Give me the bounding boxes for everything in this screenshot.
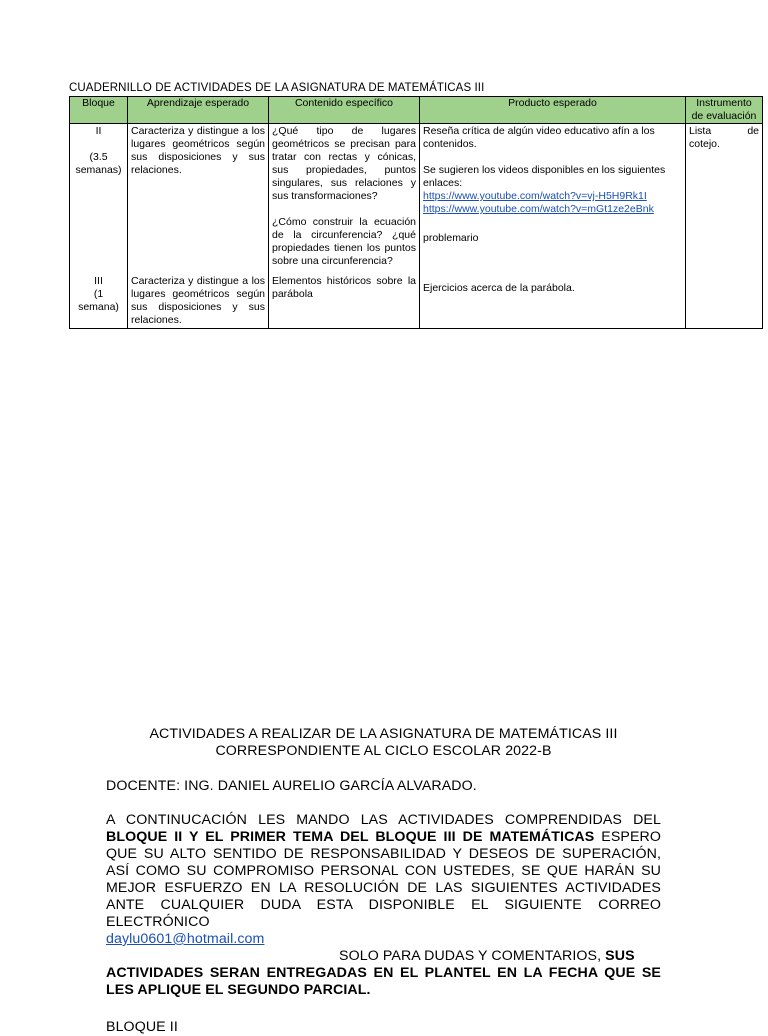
cell-aprendizaje: Caracteriza y distingue a los lugares geométricos según sus disposiciones y sus relaciones. [128,268,269,329]
table-row [70,268,763,329]
para-end-bold: ACTIVIDADES SERAN ENTREGADAS EN EL PLANTEL EN LA FECHA QUE SE LES APLIQUE EL SEGUNDO PARCIAL. [106,965,661,998]
cell-aprendizaje: Caracteriza y distingue a los lugares geométricos según sus disposiciones y sus relaciones. [128,124,269,269]
bloque-duration: (1 semana) [78,288,119,313]
header-instrumento: Instrumento de evaluación [686,97,763,124]
producto-sugerencia: Se sugieren los videos disponibles en los siguientes enlaces: [423,164,666,189]
header-aprendizaje: Aprendizaje esperado [128,97,269,124]
para-middle: ESPERO QUE SU ALTO SENTIDO DE RESPONSABILIDAD Y DESEOS DE SUPERACIÓN, ASÍ COMO SU COMPROMISO PERSONAL CON USTEDES, SE QUE HARÁN SU MEJOR ESFUERZO EN LA RESOLUCIÓN DE LAS SIGUIENTES ACTIVIDADES ANTE CUALQUIER DUDA ESTA DISPONIBLE EL SIGUIENTE CORREO ELECTRÓNICO [106,829,661,930]
bloque-number: II [95,125,102,137]
para-bold-blocks: BLOQUE II Y EL PRIMER TEMA DEL BLOQUE III DE MATEMÁTICAS [106,829,595,845]
cell-instrumento [686,268,763,329]
cell-contenido [269,124,420,269]
producto-resena: Reseña crítica de algún video educativo afín a los contenidos. [423,125,655,150]
cell-bloque [70,124,128,269]
table-caption: CUADERNILLO DE ACTIVIDADES DE LA ASIGNATURA DE MATEMÁTICAS III [69,82,485,94]
contenido-question-2: ¿Cómo construir la ecuación de la circunferencia? ¿qué propiedades tienen los puntos sobre una circunferencia? [272,216,416,267]
cell-contenido: Elementos históricos sobre la parábola [269,268,420,329]
cell-bloque [70,268,128,329]
next-section-title: BLOQUE II [106,1019,178,1035]
heading-line-2: CORRESPONDIENTE AL CICLO ESCOLAR 2022-B [215,743,552,759]
contenido-question-1: ¿Qué tipo de lugares geométricos se precisan para tratar con rectas y cónicas, sus propiedades, puntos singulares, sus relaciones y sus transformaciones? [272,125,416,202]
cell-producto: Ejercicios acerca de la parábola. [420,268,686,329]
cell-producto [420,124,686,269]
heading-line-1: ACTIVIDADES A REALIZAR DE LA ASIGNATURA DE MATEMÁTICAS III [149,726,618,742]
producto-problemario: problemario [423,232,479,244]
header-contenido: Contenido específico [269,97,420,124]
teacher-name: DOCENTE: ING. DANIEL AURELIO GARCÍA ALVARADO. [106,778,477,794]
para-end-bold-lead: SUS [605,948,635,964]
video-link-2[interactable]: https://www.youtube.com/watch?v=mGt1ze2eBnk [423,203,654,215]
para-start: A CONTINUCACIÓN LES MANDO LAS ACTIVIDADES COMPRENDIDAS DEL [106,812,661,828]
bloque-number: III [94,275,103,287]
para-end: SOLO PARA DUDAS Y COMENTARIOS, [339,948,606,964]
email-link[interactable]: daylu0601@hotmail.com [106,931,265,947]
table-row [70,124,763,269]
header-producto: Producto esperado [420,97,686,124]
table-header-row [70,97,763,124]
header-bloque: Bloque [70,97,128,124]
document-heading [106,726,661,760]
activities-table [69,96,763,329]
video-link-1[interactable]: https://www.youtube.com/watch?v=vj-H5H9Rk1I [423,190,647,202]
cell-instrumento: Lista de cotejo. [686,124,763,269]
bloque-duration: (3.5 semanas) [75,151,122,176]
instructions-paragraph [106,812,661,999]
